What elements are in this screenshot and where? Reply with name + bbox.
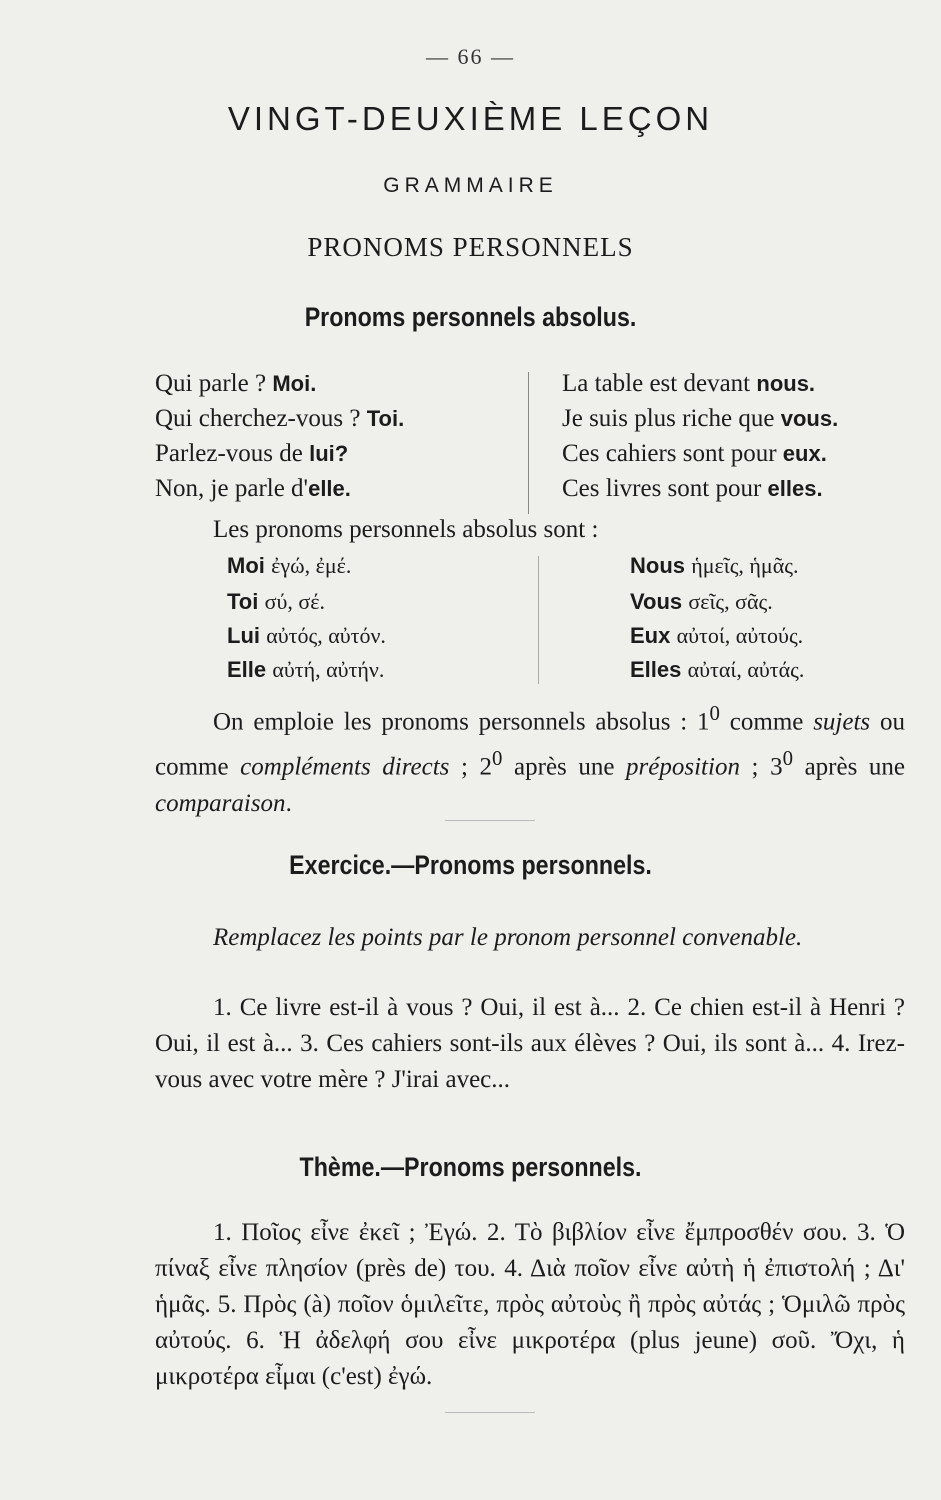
pronoun-left-2: Toi σύ, σέ.: [227, 589, 325, 614]
column-divider-2: [538, 556, 539, 684]
section-title: GRAMMAIRE: [383, 174, 558, 197]
pronoun-right-1: Nous ἡμεῖς, ἡμᾶς.: [630, 553, 799, 578]
pronoun-left-4: Elle αὐτή, αὐτήν.: [227, 657, 385, 682]
example-right-1: La table est devant nous.: [562, 370, 816, 397]
example-left-3: Parlez-vous de lui?: [155, 440, 349, 467]
topic-title: PRONOMS PERSONNELS: [307, 232, 634, 262]
intro-line: Les pronoms personnels absolus sont :: [213, 516, 599, 543]
pronoun-right-4: Elles αὐταί, αὐτάς.: [630, 657, 805, 682]
usage-paragraph: On emploie les pronoms personnels absolus : $1^0$ comme sujets ou comme compléments directs ; $2^0$ après une préposition ; $3^0$ après une comparaison.: [155, 701, 906, 817]
example-left-2: Qui cherchez-vous ? Toi.: [155, 405, 405, 432]
theme-title: Thème.—Pronoms personnels.: [299, 1152, 642, 1182]
lesson-title: VINGT-DEUXIÈME LEÇON: [227, 100, 714, 137]
subheading: Pronoms personnels absolus.: [304, 302, 637, 332]
example-left-1: Qui parle ? Moi.: [155, 370, 317, 397]
pronoun-left-1: Moi ἐγώ, ἐμέ.: [227, 553, 352, 578]
pronoun-right-3: Eux αὐτοί, αὐτούς.: [630, 623, 804, 648]
separator-rule: [445, 820, 535, 821]
theme-text: 1. Ποῖος εἶνε ἐκεῖ ; Ἐγώ. 2. Τὸ βιβλίον εἶνε ἔμπροσθέν σου. 3. Ὁ πίναξ εἶνε πλησίον (près de) του. 4. Διὰ ποῖον εἶνε αὐτὴ ἡ ἐπιστολή ; Δι' ἡμᾶς. 5. Πρὸς (à) ποῖον ὁμιλεῖτε, πρὸς αὐτοὺς ἢ πρὸς αὐτάς ; Ὁμιλῶ πρὸς αὐτούς. 6. Ἡ ἀδελφή σου εἶνε μικροτέρα (plus jeune) σοῦ. Ὄχι, ἡ μικροτέρα εἶμαι (c'est) ἐγώ.: [155, 1219, 905, 1390]
example-right-4: Ces livres sont pour elles.: [562, 475, 823, 502]
pronoun-right-2: Vous σεῖς, σᾶς.: [630, 589, 773, 614]
exercise-title: Exercice.—Pronoms personnels.: [289, 850, 652, 880]
example-left-4: Non, je parle d'elle.: [155, 475, 351, 502]
pronoun-left-3: Lui αὐτός, αὐτόν.: [227, 623, 386, 648]
example-right-3: Ces cahiers sont pour eux.: [562, 440, 827, 467]
page-number: — 66 —: [426, 44, 515, 69]
separator-rule-bottom: [445, 1412, 535, 1413]
exercise-text: 1. Ce livre est-il à vous ? Oui, il est à... 2. Ce chien est-il à Henri ? Oui, il est à... 3. Ces cahiers sont-ils aux élèves ? Oui, ils sont à... 4. Irez-vous avec votre mère ? J'irai avec...: [155, 994, 905, 1093]
exercise-instruction: Remplacez les points par le pronom personnel convenable.: [213, 924, 803, 951]
example-right-2: Je suis plus riche que vous.: [562, 405, 839, 432]
column-divider: [528, 372, 529, 514]
